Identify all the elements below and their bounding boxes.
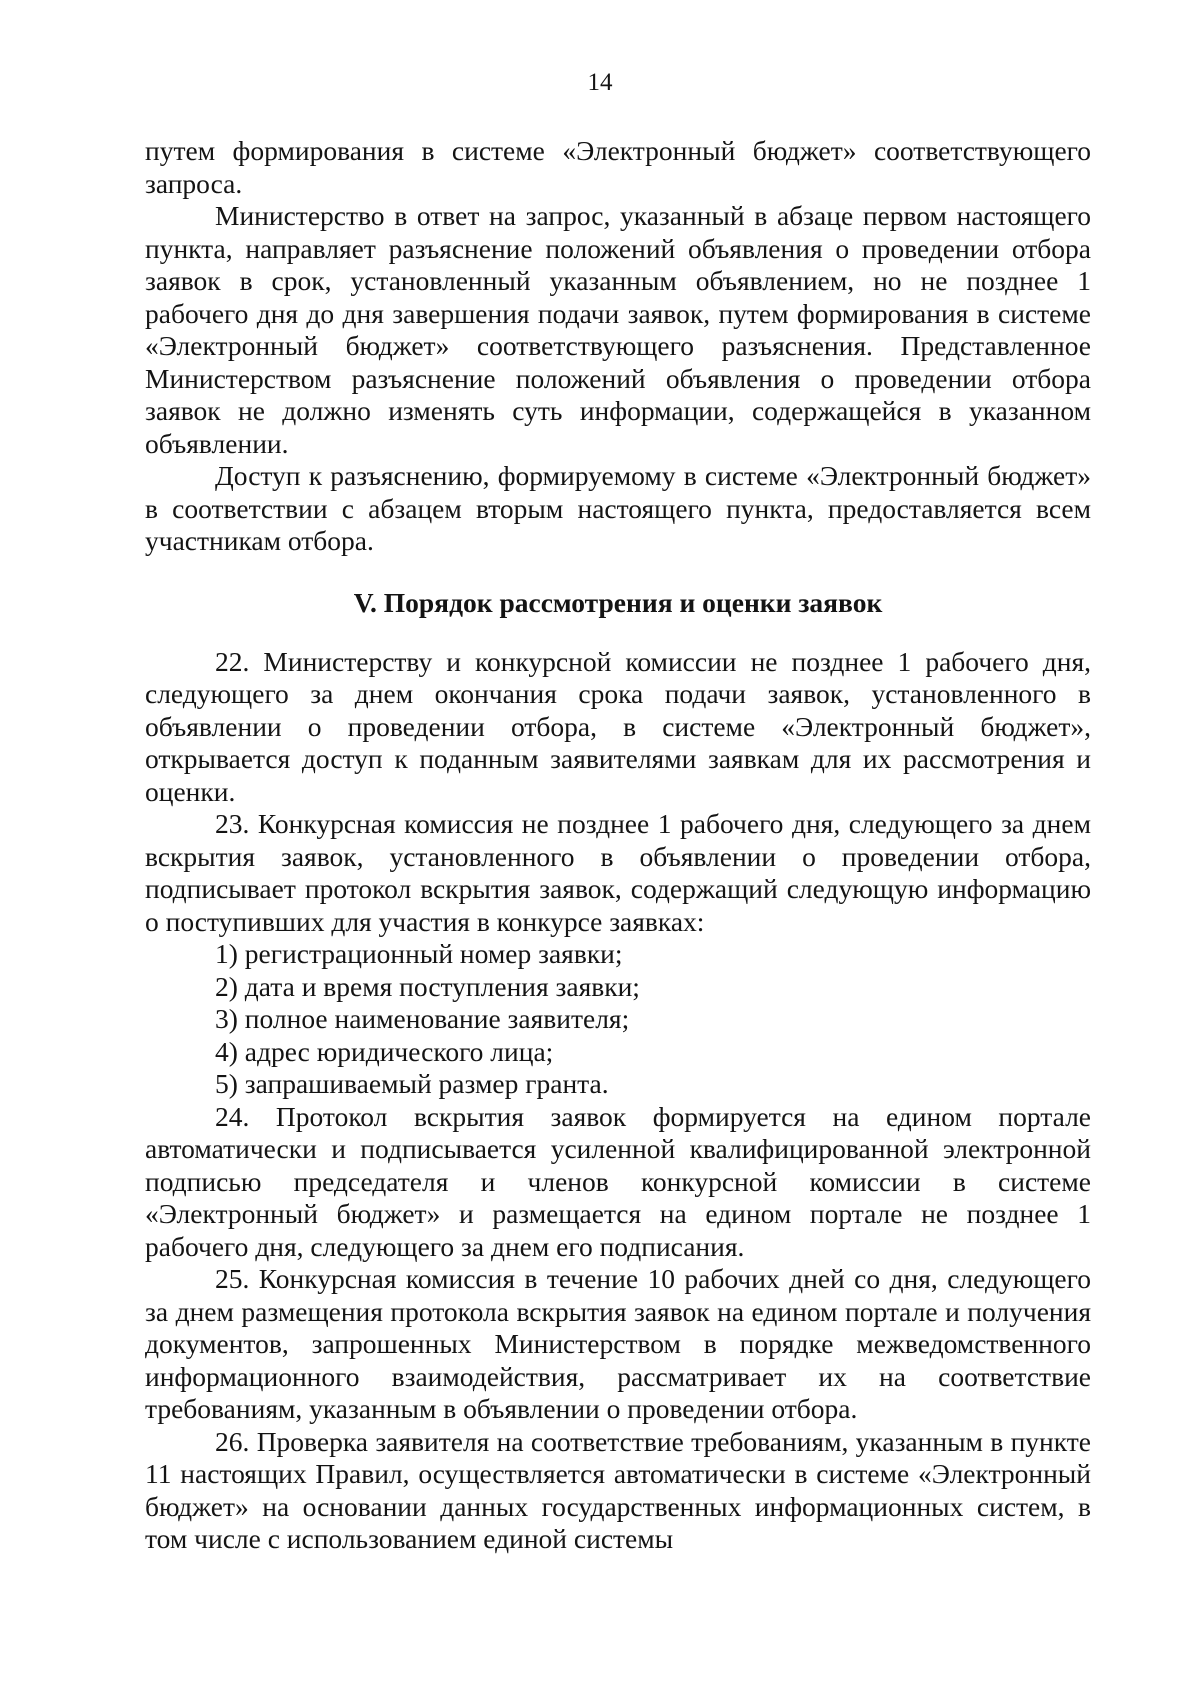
clause-26: 26. Проверка заявителя на соответствие требованиям, указанным в пункте 11 настоящих Правил, осуществляется автоматически в системе «Электронный бюджет» на основании данных государственных информационных систем, в том числе с использованием единой системы: [145, 1425, 1091, 1554]
section-heading: V. Порядок рассмотрения и оценки заявок: [353, 586, 883, 618]
clause-25: 25. Конкурсная комиссия в течение 10 рабочих дней со дня, следующего за днем размещения протокола вскрытия заявок на едином портале и получения документов, запрошенных Министерством в порядке межведомственного информационного взаимодействия, рассматривает их на соответствие требованиям, указанным в объявлении о проведении отбора.: [145, 1263, 1091, 1424]
paragraph-clarification: Министерство в ответ на запрос, указанный в абзаце первом настоящего пункта, направляет разъяснение положений объявления о проведении отбора заявок в срок, установленный указанным объявлением, но не позднее 1 рабочего дня до дня завершения подачи заявок, путем формирования в системе «Электронный бюджет» соответствующего разъяснения. Представленное Министерством разъяснение положений объявления о проведении отбора заявок не должно изменять суть информации, содержащейся в указанном объявлении.: [145, 200, 1091, 459]
protocol-info-list: [145, 938, 1091, 1101]
clause-24: 24. Протокол вскрытия заявок формируется на едином портале автоматически и подписывается усиленной квалифицированной электронной подписью председателя и членов конкурсной комиссии в системе «Электронный бюджет» и размещается на едином портале не позднее 1 рабочего дня, следующего за днем его подписания.: [145, 1100, 1091, 1262]
paragraph-continuation: путем формирования в системе «Электронный бюджет» соответствующего запроса.: [145, 135, 1091, 199]
clause-22: 22. Министерству и конкурсной комиссии не позднее 1 рабочего дня, следующего за днем окончания срока подачи заявок, установленного в объявлении о проведении отбора, в системе «Электронный бюджет», открывается доступ к поданным заявителями заявкам для их рассмотрения и оценки.: [145, 645, 1091, 807]
list-item: 4) адрес юридического лица;: [215, 1035, 554, 1067]
list-item: 2) дата и время поступления заявки;: [215, 970, 640, 1002]
page-number: 14: [587, 69, 613, 96]
paragraph-access: Доступ к разъяснению, формируемому в системе «Электронный бюджет» в соответствии с абзацем вторым настоящего пункта, предоставляется всем участникам отбора.: [145, 460, 1091, 556]
document-body: [145, 135, 1091, 1556]
clause-23: 23. Конкурсная комиссия не позднее 1 рабочего дня, следующего за днем вскрытия заявок, установленного в объявлении о проведении отбора, подписывает протокол вскрытия заявок, содержащий следующую информацию о поступивших для участия в конкурсе заявках:: [145, 808, 1091, 937]
list-item: 5) запрашиваемый размер гранта.: [215, 1068, 609, 1099]
list-item: 3) полное наименование заявителя;: [215, 1003, 630, 1034]
list-item: 1) регистрационный номер заявки;: [215, 938, 623, 969]
